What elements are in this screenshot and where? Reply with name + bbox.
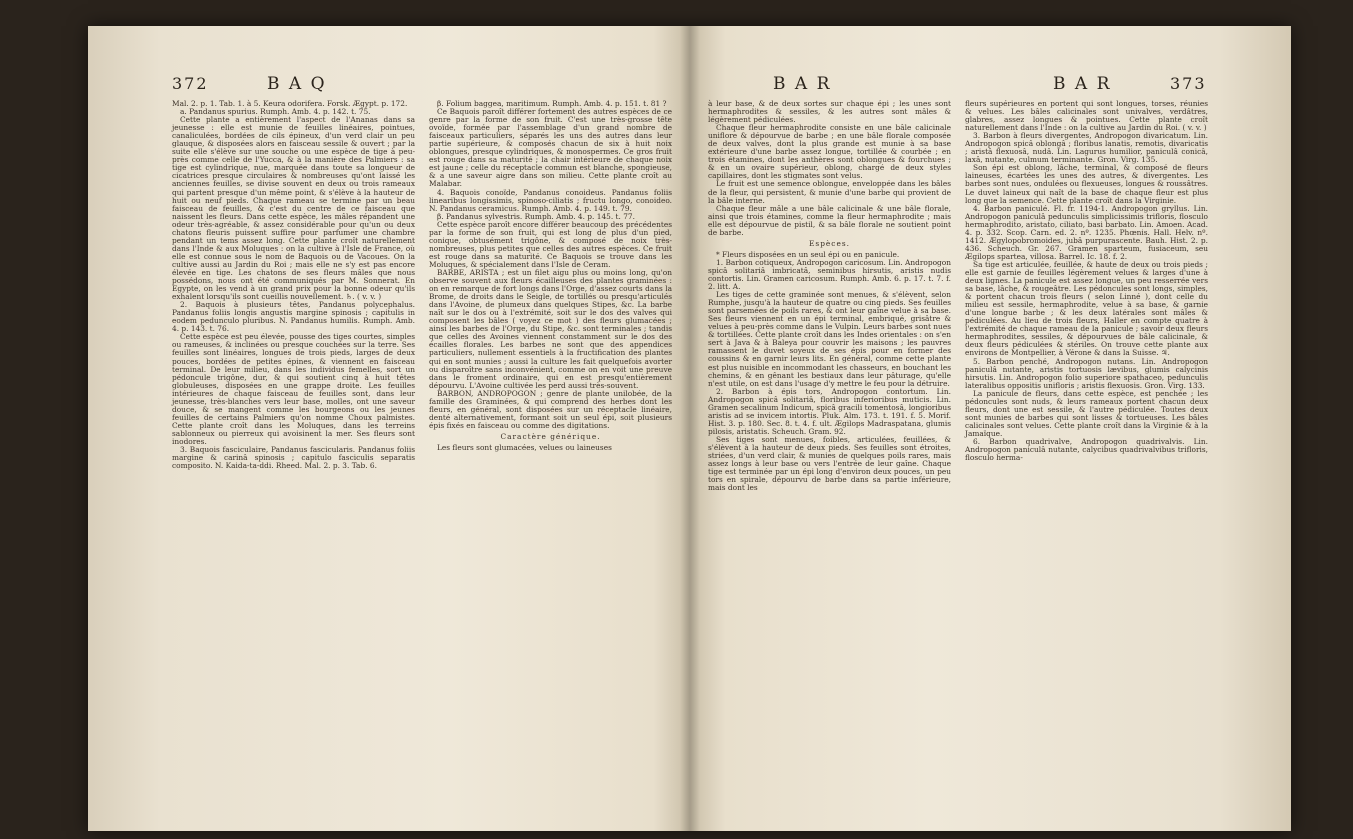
right-running-head-right: B A R xyxy=(1053,74,1112,94)
paragraph: Chaque fleur mâle a une bâle calicinale & une bâle florale, ainsi que trois étamines, comme la fleur hermaphrodite ; mais elle est dépourvue de pistil, & sa bâle florale ne soutient point de barbe. xyxy=(708,203,951,237)
right-column-1 xyxy=(708,100,951,492)
book-spread xyxy=(88,26,1291,831)
paragraph: 4. Barbon paniculé. Fl. fr. 1194-1. Andropogon gryllus. Lin. Andropogon paniculâ pedunculis simplicissimis trifloris, flosculo hermaphrodito, aristato, ciliato, basi barbato. Lin. Amoen. Acad. 4. p. 332. Scop. Carn. ed. 2. nº. 1235. Phœnis. Hall. Helv. nº. 1412. Ægylopobromoides, jubâ purpurascente. Bauh. Hist. 2. p. 436. Scheuch. Gr. 267. Gramen sparteum, fusiaceum, seu Ægilops spartea, villosa. Barrel. Ic. 18. f. 2. xyxy=(965,203,1208,261)
section-heading: Caractère générique. xyxy=(500,431,601,441)
paragraph: β. Folium baggea, maritimum. Rumph. Amb. 4. p. 151. t. 81 ? xyxy=(437,99,667,108)
paragraph: a. Pandanus spurius. Rumph. Amb. 4. p. 142. t. 75. xyxy=(180,107,371,117)
right-page-number: 373 xyxy=(1170,74,1207,93)
left-page-number: 372 xyxy=(172,74,209,93)
paragraph: * Fleurs disposées en un seul épi ou en panicule. xyxy=(716,249,900,259)
paragraph: 4. Baquois conoïde, Pandanus conoideus. Pandanus foliis linearibus longissimis, spinoso-ciliatis ; fructu longo, conoideo. N. Pandanus ceramicus. Rumph. Amb. 4. p. 149. t. 79. xyxy=(429,187,672,213)
paragraph: Chaque fleur hermaphrodite consiste en une bâle calicinale uniflore & dépourvue de barbe ; en une bâle florale composée de deux valves, dont la plus grande est munie à sa base extérieure d'une barbe assez longue, tortillée & courbée ; en trois étamines, dont les anthères sont oblongues & fourchues ; & en un ovaire supérieur, oblong, chargé de deux styles capillaires, dont les stigmates sont velus. xyxy=(708,123,951,181)
left-page xyxy=(172,74,672,470)
paragraph: BARBE, ARISTA ; est un filet aigu plus ou moins long, qu'on observe souvent aux fleurs écailleuses des plantes graminées : on en remarque de fort longs dans l'Orge, d'assez courts dans la Brome, de droits dans le Seigle, de tortillés ou presqu'articulés dans l'Avoine, de plumeux dans quelques Stipes, &c. La barbe naît sur le dos ou à l'extrémité, soit sur le dos des valves qui composent les bâles ( voyez ce mot ) des fleurs glumacées ; ainsi les barbes de l'Orge, du Stipe, &c. sont terminales ; tandis que celles des Avoines viennent constamment sur le dos des écailles florales. Les barbes ne sont que des appendices particuliers, nullement essentiels à la fructification des plantes qui en sont munies ; aussi la culture les fait quelquefois avorter ou disparoître sans inconvénient, comme on en voit une preuve dans le froment ordinaire, qui en est presqu'entièrement dépourvu. L'Avoine cultivée les perd aussi très-souvent. xyxy=(429,267,672,390)
paragraph: La panicule de fleurs, dans cette espèce, est penchée ; les pédoncules sont nuds, & leurs rameaux portent chacun deux fleurs, dont une est sessile, & l'autre pédiculée. Toutes deux sont munies de barbes qui sont lisses & tortueuses. Les bâles calicinales sont velues. Cette plante croît dans la Virginie & à la Jamaïque. xyxy=(965,388,1208,438)
paragraph: Sa tige est articulée, feuillée, & haute de deux ou trois pieds ; elle est garnie de feuilles légèrement velues & larges d'une à deux lignes. La panicule est assez longue, un peu resserrée vers sa base, lâche, & rougeâtre. Les pédoncules sont longs, simples, & portent chacun trois fleurs ( selon Linné ), dont celle du milieu est sessile, hermaphrodite, velue à sa base, & garnie d'une longue barbe ; & les deux latérales sont mâles & pédiculées. Au lieu de trois fleurs, Haller en compte quatre à l'extrémité de chaque rameau de la panicule ; savoir deux fleurs hermaphrodites, sessiles, & dépourvues de bâle calicinale, & deux fleurs pédiculées & stériles. On trouve cette plante aux environs de Montpellier, à Vérone & dans la Suisse. ♃. xyxy=(965,259,1208,358)
paragraph: fleurs supérieures en portent qui sont longues, torses, réunies & velues. Les bâles calicinales sont univalves, verdâtres, glabres, assez longues & pointues. Cette plante croît naturellement dans l'Inde : on la cultive au Jardin du Roi. ( v. v. ) xyxy=(965,99,1208,133)
paragraph: 2. Barbon à épis tors, Andropogon contortum. Lin. Andropogon spicâ solitariâ, floribus inferioribus muticis. Lin. Gramen secalinum Indicum, spicâ gracili tomentosâ, longioribus aristis ad se invicem intortis. Pluk. Alm. 173. t. 191. f. 5. Morif. Hist. 3. p. 180. Sec. 8. t. 4. f. ult. Ægilops Madraspatana, glumis pilosis, aristatis. Scheuch. Gram. 92. xyxy=(708,386,951,436)
paragraph: Son épi est oblong, lâche, terminal, & composé de fleurs laineuses, écartées les unes des autres, & divergentes. Les barbes sont nues, ondulées ou flexueuses, longues & roussâtres. Le duvet laineux qui naît de la base de chaque fleur est plus long que la semence. Cette plante croît dans la Virginie. xyxy=(965,163,1208,205)
left-column-2 xyxy=(429,100,672,470)
paragraph: β. Pandanus sylvestris. Rumph. Amb. 4. p. 145. t. 77. xyxy=(437,211,635,221)
paragraph: Cette espèce paroît encore différer beaucoup des précédentes par la forme de son fruit, qui est long de plus d'un pied, conique, obtusément trigône, & composé de noix très-nombreuses, plus petites que celles des autres espèces. Ce fruit est rouge dans sa maturité. Ce Baquois se trouve dans les Moluques, & spécialement dans l'Isle de Ceram. xyxy=(429,219,672,269)
paragraph: à leur base, & de deux sortes sur chaque épi ; les unes sont hermaphrodites & sessiles, & les autres sont mâles & légèrement pédiculées. xyxy=(708,99,951,125)
right-page-header xyxy=(708,74,1208,98)
left-page-header xyxy=(172,74,672,98)
paragraph: Les tiges de cette graminée sont menues, & s'élèvent, selon Rumphe, jusqu'à la hauteur de quatre ou cinq pieds. Ses feuilles sont parsemées de poils rares, & ont leur gaîne velue à sa base. Ses fleurs viennent en un épi terminal, embriqué, grisâtre & velues à peu-près comme dans le Vulpin. Leurs barbes sont nues & tortillées. Cette plante croît dans les Indes orientales : on s'en sert à Java & à Baleya pour couvrir les maisons ; les pauvres ramassent le duvet soyeux de ses épis pour en former des coussins & en garnir leurs lits. En général, comme cette plante est plus nuisible en incommodant les chasseurs, en bouchant les chemins, & en gênant les bestiaux dans leur pâturage, qu'elle n'est utile, on est dans l'usage d'y mettre le feu pour la détruire. xyxy=(708,290,951,388)
paragraph: 3. Baquois fasciculaire, Pandanus fascicularis. Pandanus foliis margine & carinâ spinosis ; capitulo fasciculis separatis composito. N. Kaida-ta-ddi. Rheed. Mal. 2. p. 3. Tab. 6. xyxy=(172,445,415,471)
right-page xyxy=(708,74,1208,492)
paragraph: Cette plante a entièrement l'aspect de l'Ananas dans sa jeunesse : elle est munie de feuilles linéaires, pointues, canaliculées, bordées de cils épineux, d'un verd clair un peu glauque, & disposées alors en faisceau sessile & ouvert ; par la suite elle s'élève sur une souche ou une espèce de tige à peu-près comme celle de l'Yucca, & à la manière des Palmiers : sa tige est cylindrique, nue, marquée dans toute sa longueur de cicatrices presque circulaires & nombreuses qu'ont laissé les anciennes feuilles, se divise souvent en deux ou trois rameaux qui partent presque d'un même point, & s'élève à la hauteur de huit ou neuf pieds. Chaque rameau se termine par un beau faisceau de feuilles, & c'est du centre de ce faisceau que naissent les fleurs. Dans cette espèce, les mâles répandent une odeur très-agréable, & assez considérable pour qu'un ou deux chatons fleuris puissent suffire pour parfumer une chambre pendant un tems assez long. Cette plante croît naturellement dans l'Inde & aux Moluques : on la cultive à l'Isle de France, où elle est connue sous le nom de Baquois ou de Vacoues. On la cultive aussi au Jardin du Roi ; mais elle ne s'y est pas encore élevée en tige. Les chatons de ses fleurs mâles que nous possédons, nous ont été communiqués par M. Sonnerat. En Egypte, on les vend à un grand prix pour la bonne odeur qu'ils exhalent lorsqu'ils sont cueillis nouvellement. ♄. ( v. v. ) xyxy=(172,115,415,302)
paragraph: 3. Barbon à fleurs divergentes, Andropogon divaricatum. Lin. Andropogon spicâ oblongâ ; floribus lanatis, remotis, divaricatis ; aristâ flexuosâ, nudâ. Lin. Lagurus humilior, paniculâ conicâ, laxâ, nutante, culmum terminante. Gron. Virg. 135. xyxy=(965,131,1208,165)
paragraph: 1. Barbon cotiqueux, Andropogon caricosum. Lin. Andropogon spicâ solitariâ imbricatâ, seminibus hirsutis, aristis nudis contortis. Lin. Gramen caricosum. Rumph. Amb. 6. p. 17. t. 7. f. 2. litt. A. xyxy=(708,257,951,292)
section-heading: Espèces. xyxy=(809,238,850,248)
paragraph: BARBON, ANDROPOGON ; genre de plante unilobée, de la famille des Graminées, & qui comprend des herbes dont les fleurs, en général, sont disposées sur un réceptacle linéaire, denté alternativement, formant soit un seul épi, soit plusieurs épis fixés en faisceau ou comme des digitations. xyxy=(429,388,672,430)
paragraph: 6. Barbon quadrivalve, Andropogon quadrivalvis. Lin. Andropogon paniculâ nutante, calycibus quadrivalvibus trifloris, flosculo herma- xyxy=(965,436,1208,463)
paragraph: Cette espèce est peu élevée, pousse des tiges courtes, simples ou rameuses, & inclinées ou presque couchées sur la terre. Ses feuilles sont linéaires, longues de trois pieds, larges de deux pouces, bordées de petites épines, & viennent en faisceau terminal. De leur milieu, dans les individus femelles, sort un pédoncule trigône, dur, & qui soutient cinq à huit têtes globuleuses, disposées en une grappe droite. Les feuilles intérieures de chaque faisceau de feuilles sont, dans leur jeunesse, très-blanches vers leur base, molles, ont une saveur douce, & se mangent comme les bourgeons ou les jeunes feuilles de certains Palmiers qu'on nomme Choux palmistes. Cette plante croît dans les Moluques, dans les terreins sablonneux ou pierreux qui avoisinent la mer. Ses fleurs sont inodores. xyxy=(172,332,415,446)
paragraph: Ce Baquois paroît différer fortement des autres espèces de ce genre par la forme de son fruit. C'est une très-grosse tête ovoïde, formée par l'assemblage d'un grand nombre de faisceaux particuliers, séparés les uns des autres dans leur partie supérieure, & composés chacun de six à huit noix oblongues, presque cylindriques, & monospermes. Ce gros fruit est rouge dans sa maturité ; la chair intérieure de chaque noix est jaune ; celle du réceptacle commun est blanche, spongieuse, & a une saveur aigre dans son milieu. Cette plante croît au Malabar. xyxy=(429,107,672,189)
paragraph: Ses tiges sont menues, foibles, articulées, feuillées, & s'élèvent à la hauteur de deux pieds. Ses feuilles sont étroites, striées, d'un verd clair, & munies de quelques poils rares, mais assez longs à leur base ou vers l'entrée de leur gaîne. Chaque tige est terminée par un épi long d'environ deux pouces, un peu tors en spirale, dépourvu de barbe dans sa partie inférieure, mais dont les xyxy=(708,434,951,493)
gutter-shadow xyxy=(680,26,700,831)
paragraph: Les fleurs sont glumacées, velues ou laineuses xyxy=(437,442,612,452)
paragraph: 5. Barbon penché, Andropogon nutans. Lin. Andropogon paniculâ nutante, aristis tortuosis lævibus, glumis calycinis hirsutis. Lin. Andropogon folio superiore spathaceo, pedunculis lateralibus oppositis unifloris ; aristis flexuosis. Gron. Virg. 133. xyxy=(965,356,1208,390)
left-column-1 xyxy=(172,100,415,470)
paragraph: Mal. 2. p. 1. Tab. 1. à 5. Keura odorifera. Forsk. Ægypt. p. 172. xyxy=(172,99,408,108)
paragraph: 2. Baquois à plusieurs têtes, Pandanus polycephalus. Pandanus foliis longis angustis margine spinosis ; capitulis in eodem pedunculo pluribus. N. Pandanus humilis. Rumph. Amb. 4. p. 143. t. 76. xyxy=(172,300,415,334)
right-column-2 xyxy=(965,100,1208,492)
right-running-head-left: B A R xyxy=(773,74,832,94)
paragraph: Le fruit est une semence oblongue, enveloppée dans les bâles de la fleur, qui persistent, & munie d'une barbe qui provient de la bâle interne. xyxy=(708,179,951,205)
left-running-head: B A Q xyxy=(267,74,327,94)
